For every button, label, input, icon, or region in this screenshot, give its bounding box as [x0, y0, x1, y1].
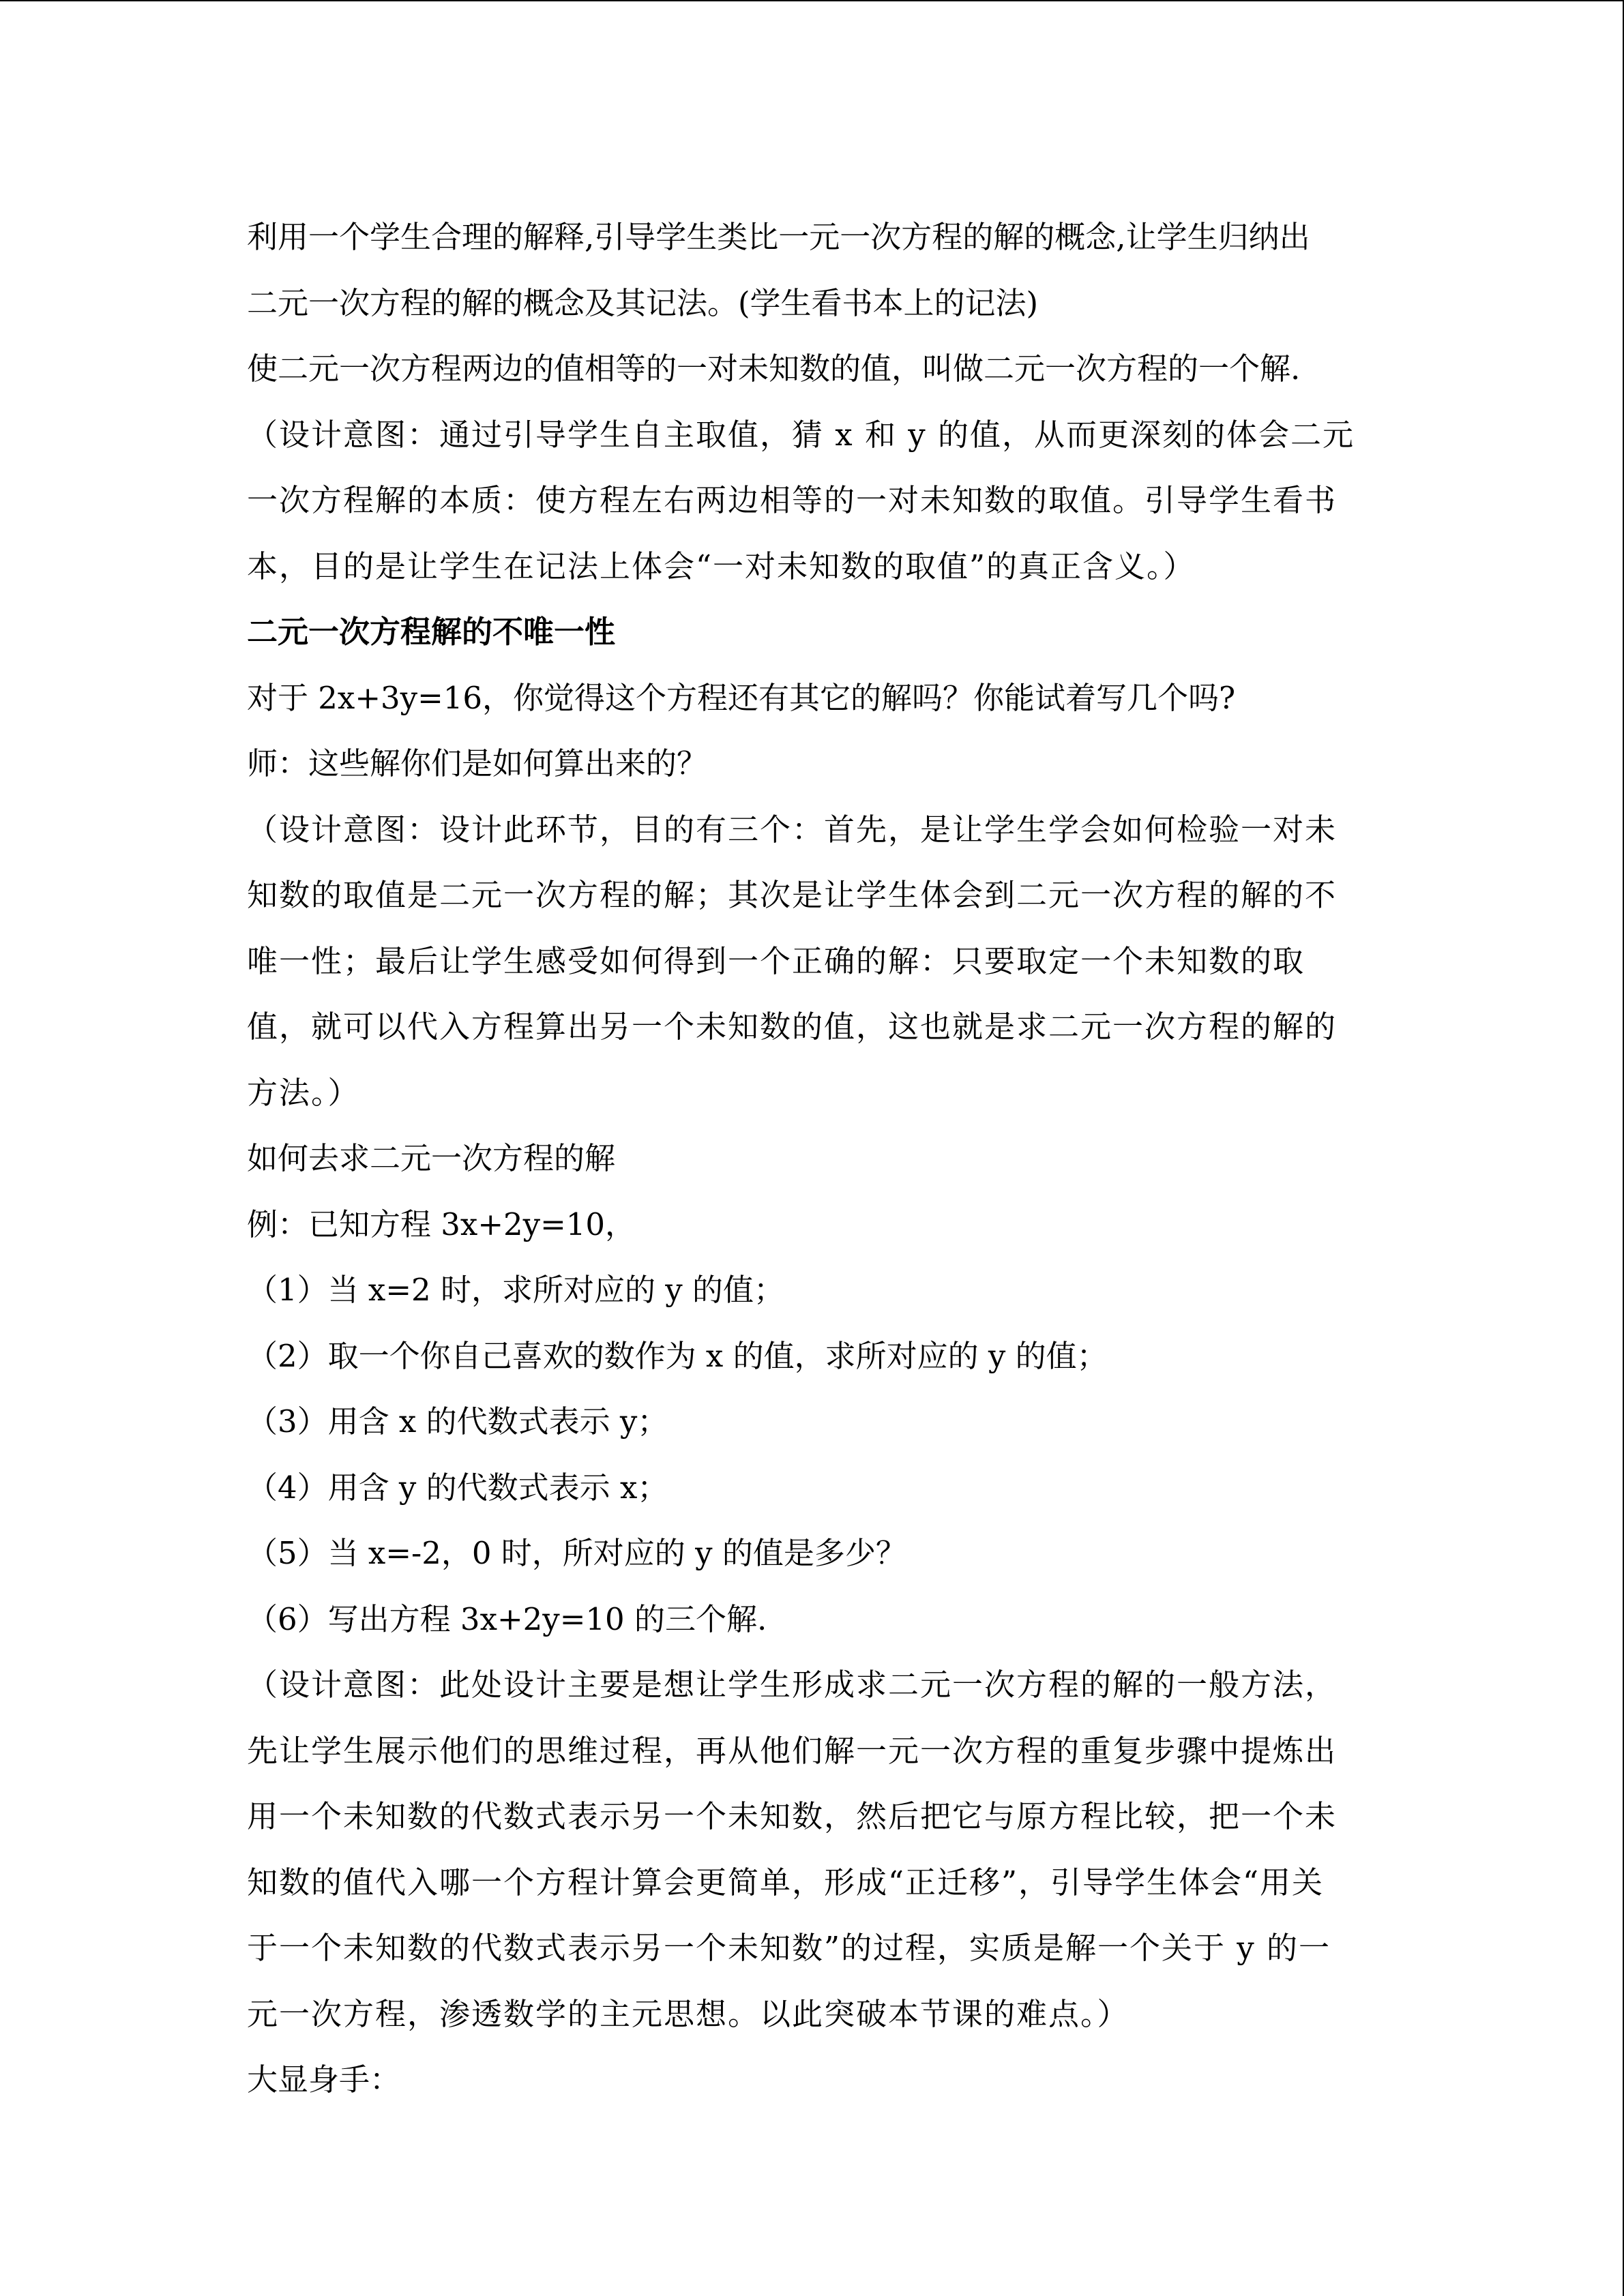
example-item: （3）用含 x 的代数式表示 y；	[247, 1403, 668, 1440]
text-line: 师：这些解你们是如何算出来的？	[247, 745, 708, 781]
example-item: （4）用含 y 的代数式表示 x；	[247, 1469, 668, 1506]
design-intent-note: 先让学生展示他们的思维过程，再从他们解一元一次方程的重复步骤中提炼出	[247, 1732, 1338, 1769]
design-intent-note: 知数的值代入哪一个方程计算会更简单，形成“正迁移”，引导学生体会“用关	[247, 1864, 1325, 1900]
design-intent-note: （设计意图：此处设计主要是想让学生形成求二元一次方程的解的一般方法，	[247, 1667, 1338, 1703]
design-intent-note: （设计意图：设计此环节，目的有三个：首先，是让学生学会如何检验一对未	[247, 811, 1338, 848]
design-intent-note: 知数的取值是二元一次方程的解；其次是让学生体会到二元一次方程的解的不	[247, 877, 1338, 913]
section-subheading: 大显身手：	[247, 2061, 401, 2098]
example-item: （5）当 x=-2，0 时，所对应的 y 的值是多少？	[247, 1535, 906, 1571]
example-line: 例：已知方程 3x+2y=10，	[247, 1206, 636, 1242]
example-item: （2）取一个你自己喜欢的数作为 x 的值，求所对应的 y 的值；	[247, 1337, 1108, 1374]
design-intent-note: 值，就可以代入方程算出另一个未知数的值，这也就是求二元一次方程的解的	[247, 1009, 1338, 1045]
text-line: 二元一次方程的解的概念及其记法。(学生看书本上的记法)	[247, 284, 1039, 321]
design-intent-note: 用一个未知数的代数式表示另一个未知数，然后把它与原方程比较，把一个未	[247, 1798, 1338, 1834]
document-body	[247, 205, 1379, 2113]
design-intent-note: 本，目的是让学生在记法上体会“一对未知数的取值”的真正含义。）	[247, 548, 1196, 584]
section-heading: 二元一次方程解的不唯一性	[247, 614, 616, 650]
example-item: （1）当 x=2 时，求所对应的 y 的值；	[247, 1272, 784, 1308]
design-intent-note: 方法。）	[247, 1074, 360, 1111]
design-intent-note: 于一个未知数的代数式表示另一个未知数”的过程，实质是解一个关于 y 的一	[247, 1930, 1331, 1966]
design-intent-note: 元一次方程，渗透数学的主元思想。以此突破本节课的难点。）	[247, 1995, 1130, 2032]
section-subheading: 如何去求二元一次方程的解	[247, 1140, 616, 1176]
text-line: 对于 2x+3y=16，你觉得这个方程还有其它的解吗？你能试着写几个吗?	[247, 679, 1236, 716]
text-line: 利用一个学生合理的解释,引导学生类比一元一次方程的解的概念,让学生归纳出	[247, 219, 1310, 255]
design-intent-note: （设计意图：通过引导学生自主取值，猜 x 和 y 的值，从而更深刻的体会二元	[247, 416, 1355, 453]
design-intent-note: 唯一性；最后让学生感受如何得到一个正确的解：只要取定一个未知数的取	[247, 942, 1305, 979]
example-item: （6）写出方程 3x+2y=10 的三个解.	[247, 1600, 767, 1637]
definition-line: 使二元一次方程两边的值相等的一对未知数的值，叫做二元一次方程的一个解.	[247, 351, 1301, 387]
design-intent-note: 一次方程解的本质：使方程左右两边相等的一对未知数的取值。引导学生看书	[247, 482, 1338, 518]
